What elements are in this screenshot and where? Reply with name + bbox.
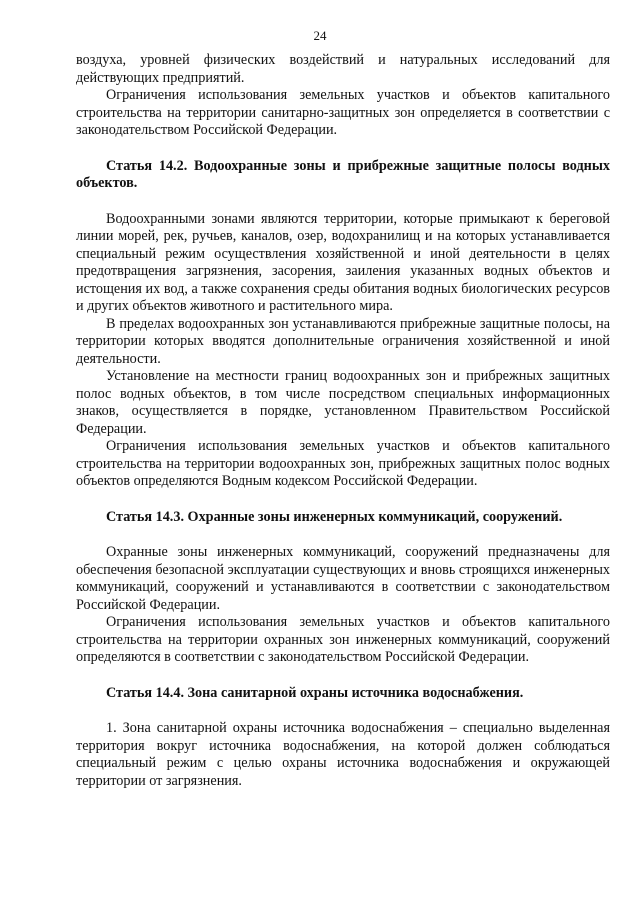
page-number: 24 <box>313 28 327 43</box>
section-14-3-heading: Статья 14.3. Охранные зоны инженерных коммуникаций, сооружений. <box>106 508 563 525</box>
section-14-2-heading: Статья 14.2. Водоохранные зоны и прибрежные защитные полосы водных объектов. <box>76 157 610 191</box>
intro-paragraph-1: воздуха, уровней физических воздействий и натуральных исследований для действующих предприятий. <box>76 52 610 86</box>
section-14-2-paragraph-2: В пределах водоохранных зон устанавливаются прибрежные защитные полосы, на территории которых вводятся дополнительные ограничения хозяйственной и иной деятельности. <box>76 315 610 367</box>
section-14-2-paragraph-4: Ограничения использования земельных участков и объектов капитального строительства на территории водоохранных зон, прибрежных защитных полос водных объектов определяются Водным кодексом Российской Федерации. <box>76 438 610 489</box>
section-14-2-paragraph-3: Установление на местности границ водоохранных зон и прибрежных защитных полос водных объектов, в том числе посредством специальных информационных знаков, осуществляется в порядке, установленном Правительством Российской Федерации. <box>76 368 610 437</box>
section-14-3-paragraph-1: Охранные зоны инженерных коммуникаций, сооружений предназначены для обеспечения безопасной эксплуатации существующих и вновь строящихся инженерных коммуникаций, сооружений и устанавливаются в соответствии с законодательством Российской Федерации. <box>76 544 610 613</box>
section-14-4-paragraph-1: 1. Зона санитарной охраны источника водоснабжения – специально выделенная территория вокруг источника водоснабжения, на которой должен соблюдаться специальный режим с целью охраны источника водоснабжения и окружающей территории от загрязнения. <box>76 720 610 789</box>
intro-paragraph-2: Ограничения использования земельных участков и объектов капитального строительства на территории санитарно-защитных зон определяется в соответствии с законодательством Российской Федерации. <box>76 87 610 138</box>
document-body <box>76 52 610 790</box>
section-14-4-heading: Статья 14.4. Зона санитарной охраны источника водоснабжения. <box>106 684 524 701</box>
section-14-3-paragraph-2: Ограничения использования земельных участков и объектов капитального строительства на территории охранных зон инженерных коммуникаций, сооружений определяются в соответствии с законодательством Российской Федерации. <box>76 614 610 665</box>
section-14-2-paragraph-1: Водоохранными зонами являются территории, которые примыкают к береговой линии морей, рек, ручьев, каналов, озер, водохранилищ и на которых устанавливается специальный режим осуществления хозяйственной и иной деятельности в целях предотвращения загрязнения, засорения, заиления указанных водных объектов и истощения их вод, а также сохранения среды обитания водных биологических ресурсов и других объектов животного и растительного мира. <box>76 210 610 314</box>
